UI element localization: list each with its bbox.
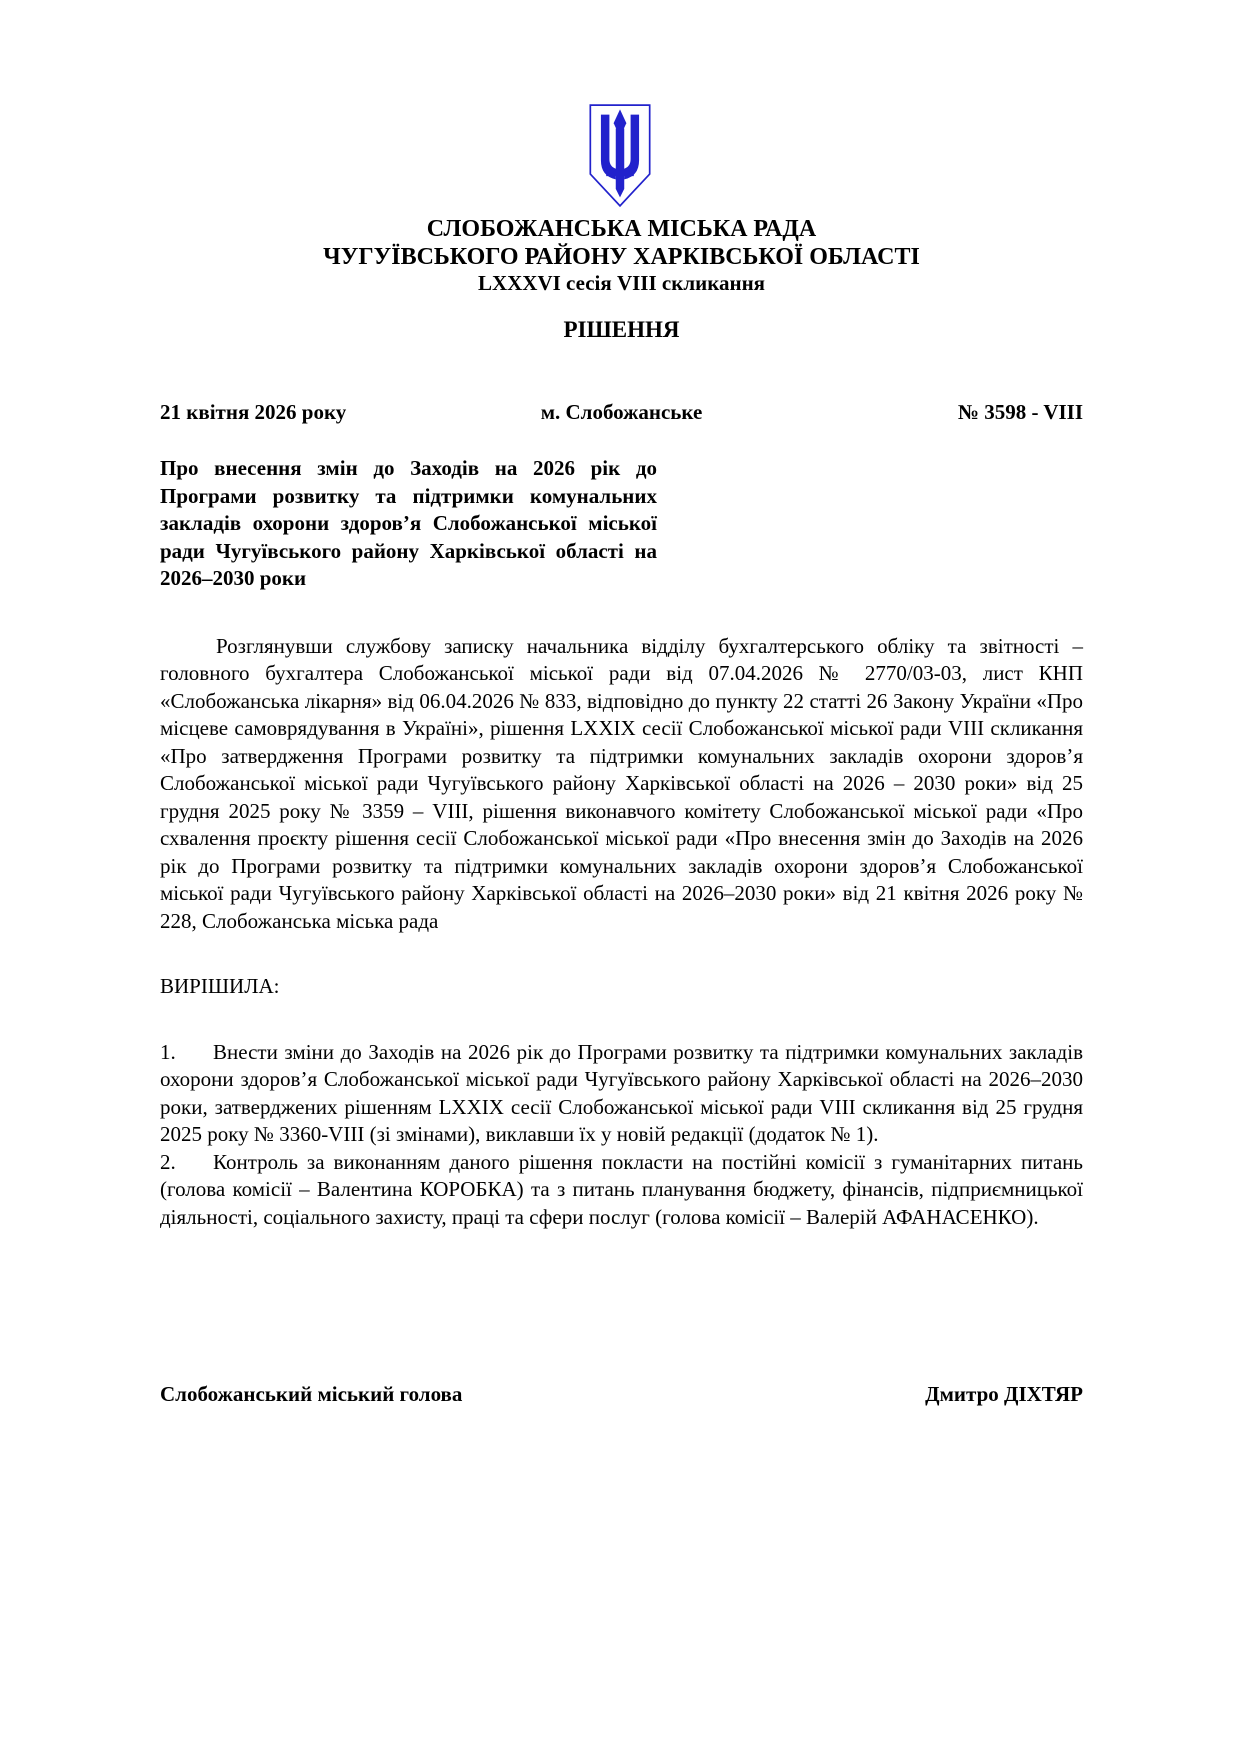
org-name-line-2: ЧУГУЇВСЬКОГО РАЙОНУ ХАРКІВСЬКОЇ ОБЛАСТІ xyxy=(323,244,920,270)
session-line: LXXXVI сесія VIII скликання xyxy=(477,271,766,295)
item-2-text: Контроль за виконанням даного рішення покласти на постійні комісії з гуманітарних питань (голова комісії – Валентина КОРОБКА) та з питань планування бюджету, фінансів, підприємницької діяльності, соціального захисту, праці та сфери послуг (голова комісії – Валерій АФАНАСЕНКО). xyxy=(160,1149,1083,1229)
decision-number: № 3598 - VIII xyxy=(957,400,1084,424)
org-name-line-1: СЛОБОЖАНСЬКА МІСЬКА РАДА xyxy=(426,216,817,242)
signature-name: Дмитро ДІХТЯР xyxy=(925,1382,1083,1406)
decision-subject: Про внесення змін до Заходів на 2026 рік до Програми розвитку та підтримки комунальних закладів охорони здоров’я Слобожанської міської ради Чугуївського району Харківської області на 2026–2030 роки xyxy=(160,456,657,590)
document-type-title: РІШЕННЯ xyxy=(563,317,680,342)
item-1-number: 1. xyxy=(160,1039,176,1064)
signature-row xyxy=(160,1381,1083,1407)
decision-place: м. Слобожанське xyxy=(540,400,703,424)
item-2-number: 2. xyxy=(160,1149,176,1174)
date-place-number-row xyxy=(160,399,1083,425)
decision-items xyxy=(160,1039,1083,1232)
decision-item-2 xyxy=(160,1149,1083,1232)
signature-position: Слобожанський міський голова xyxy=(160,1382,463,1406)
ukraine-trident-emblem-icon xyxy=(587,103,653,209)
resolved-label: ВИРІШИЛА: xyxy=(160,974,280,998)
emblem-container xyxy=(0,0,1240,209)
preamble-paragraph: Розглянувши службову записку начальника відділу бухгалтерського обліку та звітності – головного бухгалтера Слобожанської міської ради від 07.04.2026 № 2770/03-03, лист КНП «Слобожанська лікарня» від 06.04.2026 № 833, відповідно до пункту 22 статті 26 Закону України «Про місцеве самоврядування в Україні», рішення LXXIX сесії Слобожанської міської ради VIII скликання «Про затвердження Програми розвитку та підтримки комунальних закладів охорони здоров’я Слобожанської міської ради Чугуївського району Харківської області на 2026 – 2030 роки» від 25 грудня 2025 року № 3359 – VIII, рішення виконавчого комітету Слобожанської міської ради «Про схвалення проєкту рішення сесії Слобожанської міської ради «Про внесення змін до Заходів на 2026 рік до Програми розвитку та підтримки комунальних закладів охорони здоров’я Слобожанської міської ради Чугуївського району Харківської області на 2026–2030 роки» від 21 квітня 2026 року № 228, Слобожанська міська рада xyxy=(160,633,1083,933)
decision-date: 21 квітня 2026 року xyxy=(160,400,347,424)
item-1-text: Внести зміни до Заходів на 2026 рік до Програми розвитку та підтримки комунальних закладів охорони здоров’я Слобожанської міської ради Чугуївського району Харківської області на 2026–2030 роки, затверджених рішенням LXXIX сесії Слобожанської міської ради VIII скликання від 25 грудня 2025 року № 3360-VIII (зі змінами), виклавши їх у новій редакції (додаток № 1). xyxy=(160,1039,1083,1146)
decision-item-1 xyxy=(160,1039,1083,1149)
document-content xyxy=(0,215,1240,1407)
